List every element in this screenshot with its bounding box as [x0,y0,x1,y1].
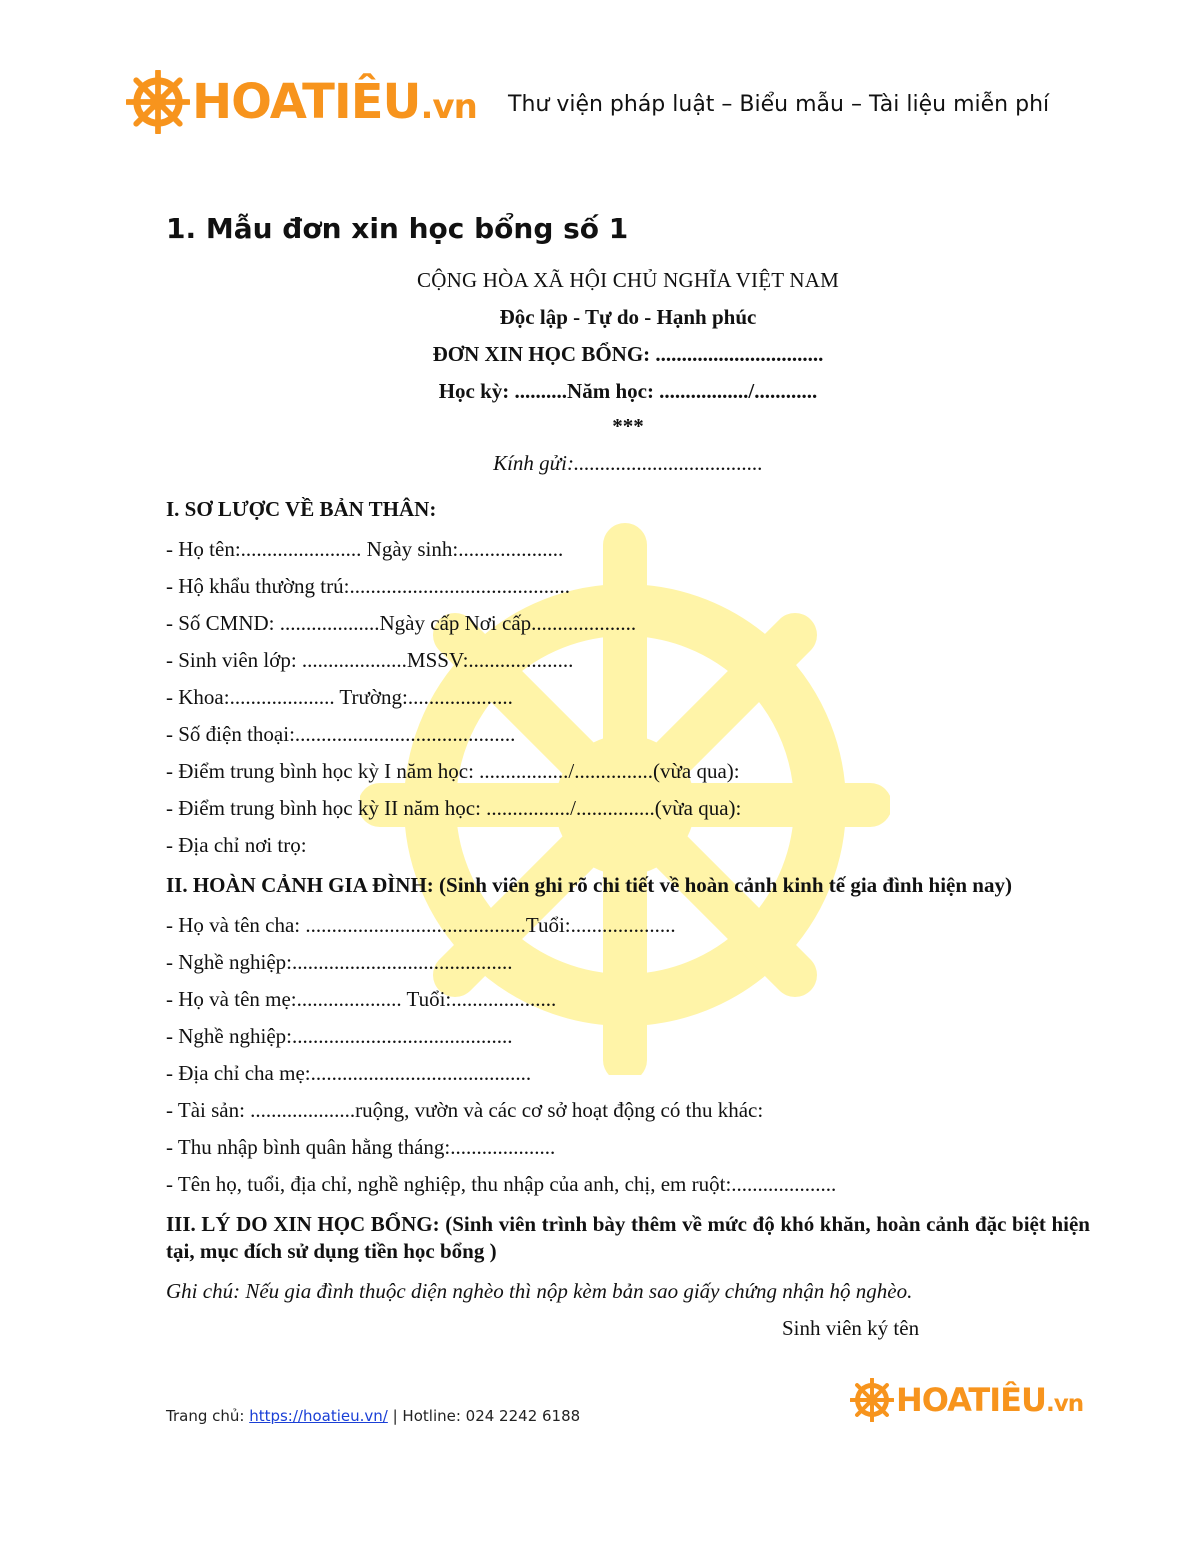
section-2-heading: II. HOÀN CẢNH GIA ĐÌNH: (Sinh viên ghi rõ chi tiết về hoàn cảnh kinh tế gia đình hiện nay) [166,873,1012,897]
note: Ghi chú: Nếu gia đình thuộc diện nghèo thì nộp kèm bản sao giấy chứng nhận hộ nghèo. [166,1279,913,1303]
field-monthly-income: - Thu nhập bình quân hằng tháng:.................... [166,1135,556,1159]
term-line: Học kỳ: ..........Năm học: ................./............ [438,379,818,403]
field-assets: - Tài sản: ....................ruộng, vườn và các cơ sở hoạt động có thu khác: [166,1098,764,1122]
field-father-name: - Họ và tên cha: ..........................................Tuổi:.................... [166,913,676,937]
section-3-heading: III. LÝ DO XIN HỌC BỔNG: (Sinh viên trình bày thêm về mức độ khó khăn, hoàn cảnh đặc biệt hiện tại, mục đích sử dụng tiền học bổng ) [166,1212,1090,1263]
ship-wheel-icon [850,1378,894,1422]
motto: Độc lập - Tự do - Hạnh phúc [499,305,757,329]
addressee: Kính gửi:.................................... [493,451,763,475]
field-id-card: - Số CMND: ...................Ngày cấp Nơi cấp.................... [166,611,637,635]
footer [166,1407,580,1425]
field-mother-occupation: - Nghề nghiệp:.......................................... [166,1024,513,1048]
site-tagline: Thư viện pháp luật – Biểu mẫu – Tài liệu miễn phí [508,92,1050,117]
field-mother-name: - Họ và tên mẹ:.................... Tuổi:.................... [166,987,557,1011]
stars-divider: *** [612,414,644,438]
page-title: 1. Mẫu đơn xin học bổng số 1 [166,212,629,245]
ship-wheel-icon [126,70,190,134]
logo-text: HOATIÊU.vn [192,74,477,130]
hoatieu-logo-footer[interactable] [850,1378,1083,1422]
form-document [166,262,1090,1347]
field-siblings: - Tên họ, tuổi, địa chỉ, nghề nghiệp, thu nhập của anh, chị, em ruột:.................... [166,1172,837,1196]
footer-hotline: | Hotline: 024 2242 6188 [387,1407,581,1425]
nation-heading: CỘNG HÒA XÃ HỘI CHỦ NGHĨA VIỆT NAM [417,268,839,292]
hoatieu-logo[interactable] [126,70,477,134]
field-gpa-term-2: - Điểm trung bình học kỳ II năm học: ................/...............(vừa qua): [166,796,742,820]
field-father-occupation: - Nghề nghiệp:.......................................... [166,950,513,974]
field-lodging-address: - Địa chỉ nơi trọ: [166,833,307,857]
form-title: ĐƠN XIN HỌC BỔNG: ................................ [432,342,824,366]
student-signature: Sinh viên ký tên [782,1316,920,1340]
field-faculty: - Khoa:.................... Trường:.................... [166,685,513,709]
field-gpa-term-1: - Điểm trung bình học kỳ I năm học: ................./...............(vừa qua): [166,759,740,783]
field-phone: - Số điện thoại:.......................................... [166,722,516,746]
section-1-heading: I. SƠ LƯỢC VỀ BẢN THÂN: [166,497,437,521]
logo-text: HOATIÊU.vn [896,1381,1084,1419]
homepage-link[interactable]: https://hoatieu.vn/ [249,1407,388,1425]
field-permanent-residence: - Hộ khẩu thường trú:.......................................... [166,574,570,598]
field-full-name: - Họ tên:....................... Ngày sinh:.................... [166,537,564,561]
field-parents-address: - Địa chỉ cha mẹ:.......................................... [166,1061,532,1085]
footer-home-label: Trang chủ: [166,1407,250,1425]
field-class: - Sinh viên lớp: ....................MSSV:.................... [166,648,574,672]
